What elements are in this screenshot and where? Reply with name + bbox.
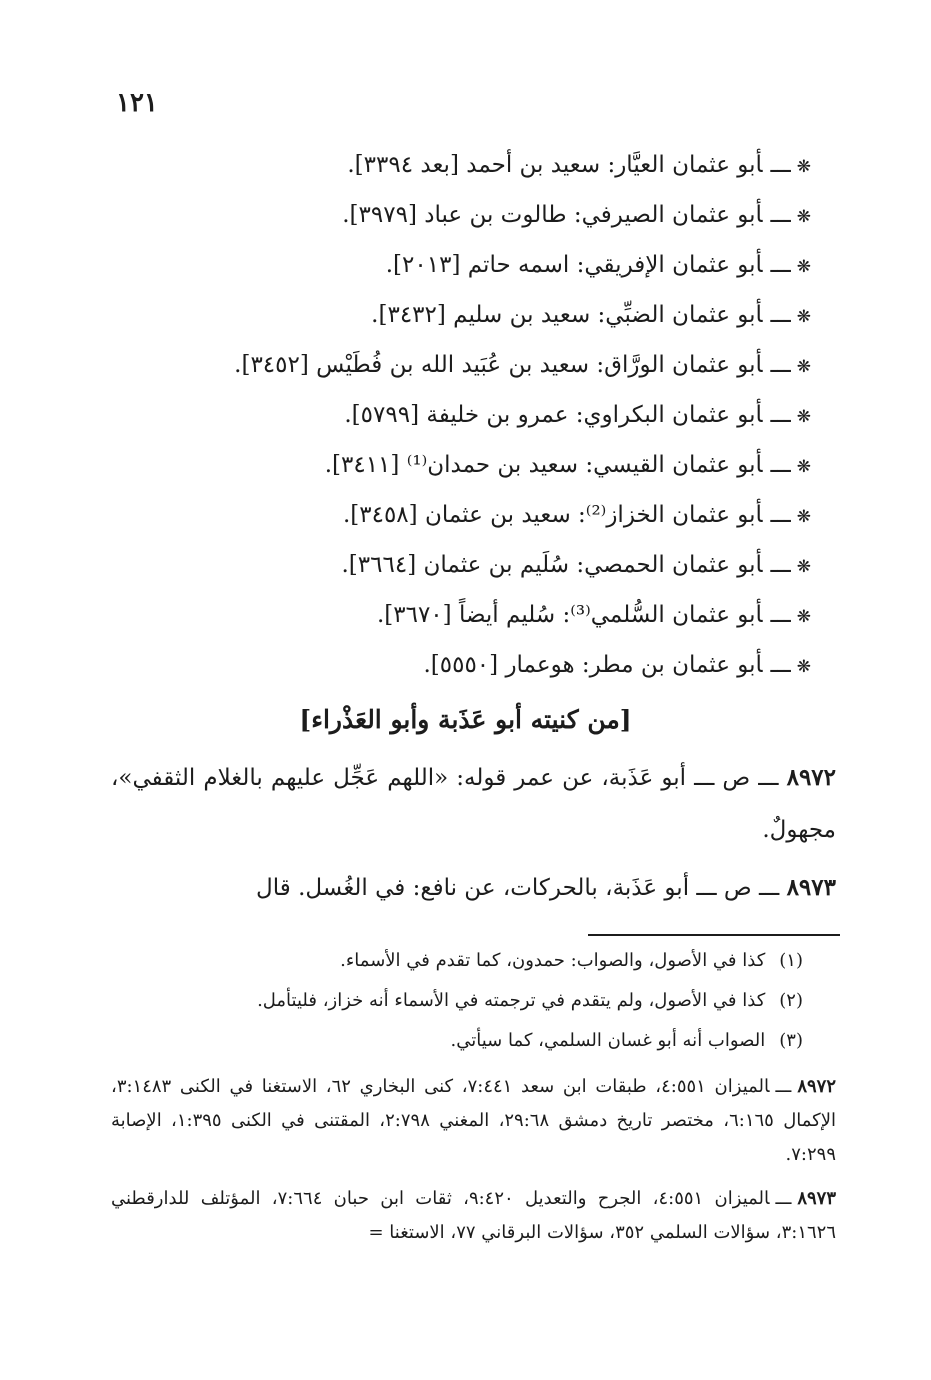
entry-dash: ـــ	[770, 352, 791, 378]
page-number: ١٢١	[116, 88, 158, 118]
asterisk-icon: ❋	[796, 357, 811, 377]
entry-name: أبو عثمان الصيرفي	[581, 202, 763, 228]
entry-name: أبو عثمان السُّلمي⁽³⁾	[570, 602, 763, 628]
entry-text: سُليم أيضاً [٣٦٧٠].	[376, 602, 556, 628]
entry-dash: ـــ	[770, 402, 791, 428]
asterisk-icon: ❋	[796, 407, 811, 427]
entry-name: أبو عثمان الإفريقي	[584, 252, 763, 278]
entry-separator: :	[578, 502, 586, 528]
entry-dash: ـــ	[770, 252, 791, 278]
entry-text: سعيد بن أحمد [بعد ٣٣٩٤].	[347, 152, 601, 178]
entry-separator: :	[585, 452, 594, 478]
entry-separator: :	[596, 352, 605, 378]
asterisk-icon: ❋	[796, 557, 811, 577]
entry-dash: ـــ	[770, 152, 791, 178]
entry-separator: :	[576, 552, 585, 578]
entry-text: سعيد بن حمدان⁽¹⁾ [٣٤١١].	[324, 452, 579, 478]
kunya-entry	[423, 652, 811, 678]
entry-name: أبو عثمان البكراوي	[583, 402, 763, 428]
entry-dash: ـــ	[770, 452, 791, 478]
entry-dash: ـــ	[770, 652, 791, 678]
footnote-number: (٣)	[779, 1030, 803, 1051]
footnote	[451, 1030, 803, 1051]
entry-paragraph	[111, 862, 836, 914]
source-reference	[111, 1070, 836, 1172]
entry-name: أبو عثمان العيَّار	[615, 152, 763, 178]
entry-name: أبو عثمان الحمصي	[584, 552, 763, 578]
source-text: الميزان ٤:٥٥١، الجرح والتعديل ٩:٤٢٠، ثقات ابن حبان ٧:٦٦٤، المؤتلف للدارقطني ٣:١٦٢٦، سؤالات السلمي ٣٥٢، سؤالات البرقاني ٧٧، الاستغنا =	[111, 1188, 836, 1243]
kunya-entry	[234, 352, 811, 378]
asterisk-icon: ❋	[796, 307, 811, 327]
entry-separator: :	[597, 302, 606, 328]
entry-name: أبو عثمان الخزاز⁽²⁾	[585, 502, 763, 528]
entry-text: سعيد بن عثمان [٣٤٥٨].	[342, 502, 571, 528]
source-number: ٨٩٧٢	[797, 1076, 836, 1097]
entry-number: ٨٩٧٢	[786, 764, 837, 791]
entry-text: سعيد بن عُبَيد الله بن فُطَيْس [٣٤٥٢].	[234, 352, 590, 378]
kunya-entry	[343, 502, 811, 528]
entry-text: طالوت بن عباد [٣٩٧٩].	[342, 202, 567, 228]
source-dash: ـــ	[775, 1076, 792, 1097]
entry-name: أبو عثمان الضبِّي	[605, 302, 763, 328]
entry-text: عمرو بن خليفة [٥٧٩٩].	[344, 402, 569, 428]
entry-text: سعيد بن سليم [٣٤٣٢].	[371, 302, 591, 328]
kunya-entry	[342, 552, 812, 578]
entry-separator: :	[581, 652, 590, 678]
entry-name: أبو عثمان بن مطر	[589, 652, 763, 678]
entry-name: أبو عثمان الورَّاق	[604, 352, 763, 378]
entry-separator: :	[607, 152, 616, 178]
kunya-entry	[371, 302, 811, 328]
source-dash: ـــ	[775, 1188, 792, 1209]
entry-body: ـــ ص ـــ أبو عَذَبة، عن عمر قوله: «اللهم عَجِّل عليهم بالغلام الثقفي»، مجهولٌ.	[111, 765, 836, 843]
entry-text: سُلَيم بن عثمان [٣٦٦٤].	[341, 552, 570, 578]
entry-number: ٨٩٧٣	[786, 874, 836, 901]
kunya-entry	[347, 152, 811, 178]
source-number: ٨٩٧٣	[797, 1188, 837, 1209]
kunya-entry	[386, 252, 811, 278]
entry-dash: ـــ	[770, 302, 791, 328]
asterisk-icon: ❋	[796, 507, 811, 527]
source-reference	[111, 1182, 836, 1250]
footnote	[340, 950, 803, 971]
entry-separator: :	[575, 402, 584, 428]
entry-text: اسمه حاتم [٢٠١٣].	[385, 252, 570, 278]
entry-body: ـــ ص ـــ أبو عَذَبة، بالحركات، عن نافع: في الغُسل. قال	[256, 875, 780, 901]
asterisk-icon: ❋	[796, 257, 811, 277]
kunya-entry	[342, 202, 811, 228]
entry-separator: :	[573, 202, 582, 228]
entry-dash: ـــ	[770, 552, 791, 578]
footnote-divider	[588, 934, 840, 936]
entry-dash: ـــ	[770, 502, 791, 528]
source-text: الميزان ٤:٥٥١، طبقات ابن سعد ٧:٤٤١، كنى البخاري ٦٢، الاستغنا في الكنى ٣:١٤٨٣، الإكمال ٦:١٦٥، مختصر تاريخ دمشق ٢٩:٦٨، المغني ٢:٧٩٨، المقتنى في الكنى ١:٣٩٥، الإصابة ٧:٢٩٩.	[111, 1076, 837, 1165]
asterisk-icon: ❋	[796, 457, 811, 477]
footnote-number: (٢)	[779, 990, 803, 1011]
kunya-entry	[344, 402, 811, 428]
asterisk-icon: ❋	[796, 157, 811, 177]
kunya-entry	[325, 452, 811, 478]
entry-separator: :	[562, 602, 571, 628]
section-heading: [من كنيته أبو عَذَبة وأبو العَذْراء]	[299, 705, 632, 734]
footnote-text: كذا في الأصول، والصواب: حمدون، كما تقدم في الأسماء.	[340, 950, 766, 971]
entry-name: أبو عثمان القيسي	[593, 452, 763, 478]
kunya-entry	[377, 602, 811, 628]
asterisk-icon: ❋	[796, 657, 811, 677]
entry-dash: ـــ	[770, 602, 791, 628]
footnote	[257, 990, 803, 1011]
entry-text: هوعمار [٥٥٥٠].	[423, 652, 575, 678]
entry-dash: ـــ	[770, 202, 791, 228]
footnote-number: (١)	[779, 950, 803, 971]
entry-paragraph	[111, 752, 836, 856]
footnote-text: كذا في الأصول، ولم يتقدم في ترجمته في الأسماء أنه خزاز، فليتأمل.	[257, 990, 766, 1011]
footnote-text: الصواب أنه أبو غسان السلمي، كما سيأتي.	[450, 1030, 766, 1051]
asterisk-icon: ❋	[796, 607, 811, 627]
entry-separator: :	[576, 252, 585, 278]
asterisk-icon: ❋	[796, 207, 811, 227]
